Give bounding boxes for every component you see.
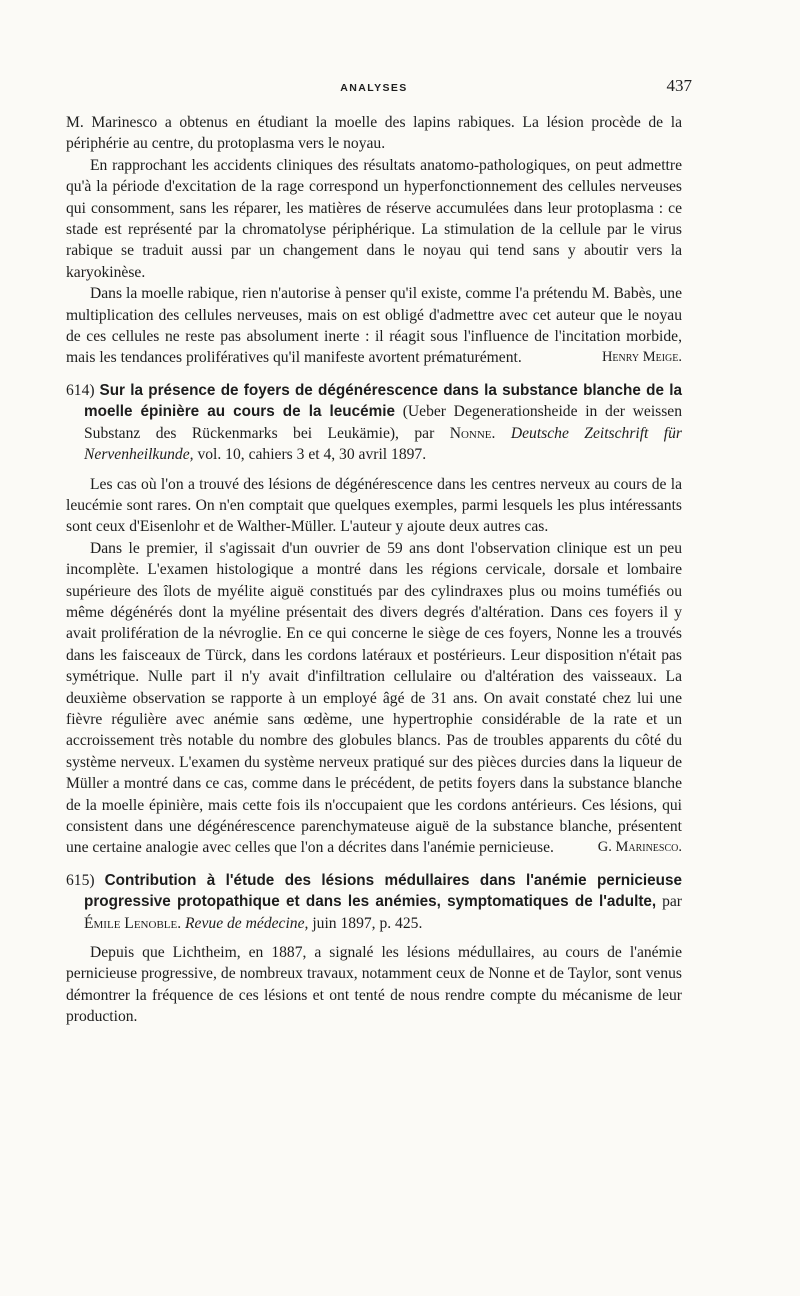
article-614-journal: Deutsche Zeitschrift für Nervenheilkunde, xyxy=(84,424,682,464)
page-number: 437 xyxy=(666,76,692,95)
page-content xyxy=(66,112,682,1028)
article-615-by: par xyxy=(662,893,682,911)
paragraph-3-text: Dans la moelle rabique, rien n'autorise à penser qu'il existe, comme l'a prétendu M. Babès, une multiplication des cellules nerveuses, mais on est obligé d'admettre avec cet auteur que le noyau de ces cellules ne reste pas absolument inerte : il réagit sous l'influence de l'incitation morbide, mais les tendances prolifératives qu'il manifeste avortent prématurément. xyxy=(66,285,682,367)
article-614-body xyxy=(66,474,682,859)
paragraph-2: En rapprochant les accidents cliniques des résultats anatomo-pathologiques, on peut admettre qu'à la période d'excitation de la rage correspond un hyperfonctionnement des cellules nerveuses qui consomment, sans les réparer, les matières de réserve accumulées dans leur protoplasma : ce stade est représenté par la chromatolyse périphérique. La stimulation de la cellule par le virus rabique se traduit aussi par un changement dans le noyau qui tend sans y aboutir vers la karyokinèse. xyxy=(66,156,682,281)
article-614-title: Sur la présence de foyers de dégénérescence dans la substance blanche de la moelle épinière au cours de la leucémie xyxy=(84,381,682,421)
article-614-heading xyxy=(66,380,682,466)
paragraph-3 xyxy=(66,283,682,369)
page-header xyxy=(66,76,692,100)
article-615-journal: Revue de médecine, xyxy=(185,914,309,932)
article-615-title: Contribution à l'étude des lésions médullaires dans l'anémie pernicieuse progressive protopathique et dans les anémies, symptomatiques de l'adulte, xyxy=(84,871,682,911)
paragraph-1: M. Marinesco a obtenus en étudiant la moelle des lapins rabiques. La lésion procède de la périphérie au centre, du protoplasma vers le noyau. xyxy=(66,114,682,153)
article-615-heading xyxy=(66,870,682,934)
article-615-body xyxy=(66,942,682,1028)
paragraph-5 xyxy=(66,538,682,859)
running-head: ANALYSES xyxy=(340,82,408,94)
signature-g-marinesco: G. Marinesco. xyxy=(597,839,682,856)
paragraph-6: Depuis que Lichtheim, en 1887, a signalé les lésions médullaires, au cours de l'anémie pernicieuse progressive, de nombreux travaux, notamment ceux de Nonne et de Taylor, sont venus démontrer la fréquence de ces lésions et ont tenté de nous rendre compte du mécanisme de leur production. xyxy=(66,944,682,1026)
article-614-citation: vol. 10, cahiers 3 et 4, 30 avril 1897. xyxy=(197,446,427,464)
article-615-author: Émile Lenoble. xyxy=(84,914,182,932)
article-615-number: 615) xyxy=(66,871,95,889)
article-614-author: Nonne. xyxy=(449,424,496,442)
signature-henry-meige: Henry Meige. xyxy=(601,349,682,366)
paragraph-4: Les cas où l'on a trouvé des lésions de dégénérescence dans les centres nerveux au cours de la leucémie sont rares. On n'en comptait que quelques exemples, parmi lesquels les plus intéressants sont ceux d'Eisenlohr et de Walther-Müller. L'auteur y ajoute deux autres cas. xyxy=(66,475,682,536)
paragraph-5-text: Dans le premier, il s'agissait d'un ouvrier de 59 ans dont l'observation clinique est un peu incomplète. L'examen histologique a montré dans les régions cervicale, dorsale et lombaire supérieure des îlots de myélite aiguë constitués par des cylindraxes plus ou moins tuméfiés ou même dégénérés dont la myéline présentait des divers degrés d'altération. Dans ces foyers il y avait prolifération de la névroglie. En ce qui concerne le siège de ces foyers, Nonne les a trouvés dans les faisceaux de Türck, dans les cordons latéraux et postérieurs. Leur disposition n'était pas symétrique. Nulle part il n'y avait d'infiltration cellulaire ou d'altération des vaisseaux. La deuxième observation se rapporte à un employé âgé de 31 ans. On avait constaté chez lui une fièvre régulière avec anémie sans œdème, une hypertrophie considérable de la rate et un accroissement très notable du nombre des globules blancs. Pas de troubles apparents du côté du système nerveux. L'examen du système nerveux pratiqué sur des pièces durcies dans la liqueur de Müller a montré dans ce cas, comme dans le précédent, de petits foyers dans la substance blanche de la moelle épinière, mais cette fois ils n'occupaient que les cordons antérieurs. Ces lésions, qui consistent dans une dégénérescence parenchymateuse aiguë de la substance blanche, présentent une certaine analogie avec celles que l'on a décrites dans l'anémie pernicieuse. xyxy=(66,539,682,857)
article-615-citation: juin 1897, p. 425. xyxy=(312,914,423,932)
article-614-number: 614) xyxy=(66,381,95,399)
article-614-subtitle: (Ueber Degenerationsheide in der weissen Substanz des Rückenmarks bei Leukämie), par xyxy=(84,403,683,442)
